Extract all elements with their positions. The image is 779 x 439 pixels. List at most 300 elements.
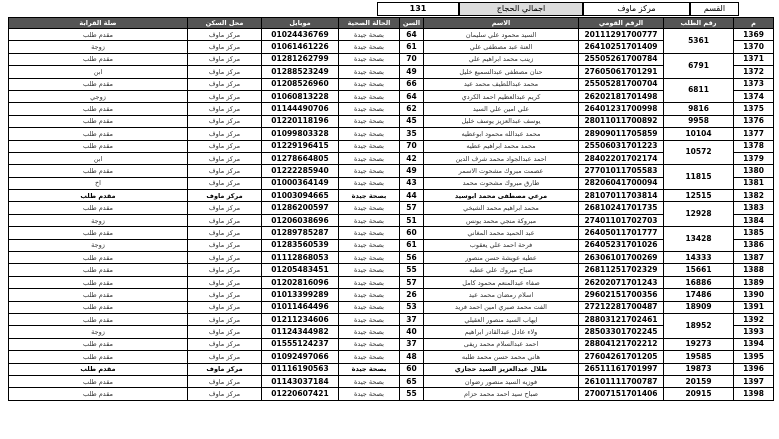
health-cell: بصحة جيدة [339,152,400,164]
index-cell: 1385 [734,227,774,239]
national-id-cell: 26811251702329 [579,264,664,276]
name-cell: العنة عبد مصطفى علي [424,41,579,53]
request-no-cell: 12515 [664,190,734,202]
mobile-cell: 01288523249 [262,66,339,78]
relation-cell: مقدم طلب [9,301,188,313]
col-header-age: السن [400,18,424,29]
name-cell: فرحة احمد علي يعقوب [424,239,579,251]
relation-cell: زوجة [9,326,188,338]
name-cell: مبروكة منجي محمد يونس [424,214,579,226]
national-id-cell: 25505281700704 [579,78,664,90]
national-id-cell: 27401101702703 [579,214,664,226]
mobile-cell: 01024436769 [262,29,339,41]
residence-cell: مركز ماوف [188,326,262,338]
relation-cell: مقدم طلب [9,289,188,301]
residence-cell: مركز ماوف [188,177,262,189]
national-id-cell: 26101111700787 [579,375,664,387]
table-row [9,165,774,177]
national-id-cell: 28803121702461 [579,313,664,325]
table-row [9,301,774,313]
national-id-cell: 28503301702245 [579,326,664,338]
age-cell: 49 [400,165,424,177]
mobile-cell: 01143037184 [262,375,339,387]
table-row [9,338,774,350]
residence-cell: مركز ماوف [188,363,262,375]
national-id-cell: 20111291700777 [579,29,664,41]
health-cell: بصحة جيدة [339,301,400,313]
age-cell: 61 [400,41,424,53]
national-id-cell: 27604261701205 [579,351,664,363]
index-cell: 1371 [734,53,774,65]
national-id-cell: 26410251701409 [579,41,664,53]
age-cell: 37 [400,313,424,325]
age-cell: 56 [400,252,424,264]
age-cell: 64 [400,29,424,41]
index-cell: 1376 [734,115,774,127]
table-row [9,363,774,375]
mobile-cell: 01144490706 [262,103,339,115]
health-cell: بصحة جيدة [339,252,400,264]
residence-cell: مركز ماوف [188,66,262,78]
request-no-cell: 11815 [664,165,734,190]
table-row [9,103,774,115]
age-cell: 70 [400,53,424,65]
residence-cell: مركز ماوف [188,165,262,177]
residence-cell: مركز ماوف [188,190,262,202]
relation-cell: مقدم طلب [9,363,188,375]
age-cell: 48 [400,351,424,363]
index-cell: 1393 [734,326,774,338]
index-cell: 1379 [734,152,774,164]
name-cell: احمد عبدالجواد محمد شرف الدين [424,152,579,164]
health-cell: بصحة جيدة [339,338,400,350]
age-cell: 43 [400,177,424,189]
index-cell: 1374 [734,90,774,102]
name-cell: عطيه عويشة حسن منصور [424,252,579,264]
national-id-cell: 27701011705583 [579,165,664,177]
relation-cell: ابن [9,152,188,164]
table-row [9,351,774,363]
residence-cell: مركز ماوف [188,29,262,41]
table-row [9,29,774,41]
age-cell: 53 [400,301,424,313]
name-cell: الفت محمد صبري امين احمد فريد [424,301,579,313]
mobile-cell: 01116190563 [262,363,339,375]
health-cell: بصحة جيدة [339,90,400,102]
request-no-cell: 10104 [664,128,734,140]
age-cell: 60 [400,363,424,375]
table-row [9,239,774,251]
relation-cell: مقدم طلب [9,103,188,115]
name-cell: علي امين علي السيد [424,103,579,115]
request-no-cell: 9816 [664,103,734,115]
residence-cell: مركز ماوف [188,152,262,164]
health-cell: بصحة جيدة [339,239,400,251]
residence-cell: مركز ماوف [188,128,262,140]
health-cell: بصحة جيدة [339,214,400,226]
national-id-cell: 26511161701997 [579,363,664,375]
index-cell: 1381 [734,177,774,189]
index-cell: 1378 [734,140,774,152]
name-cell: صباح مبروك علي عطيه [424,264,579,276]
index-cell: 1397 [734,375,774,387]
name-cell: احمد عبدالسلام محمد ريفى [424,338,579,350]
request-no-cell: 15661 [664,264,734,276]
residence-cell: مركز ماوف [188,388,262,400]
relation-cell: مقدم طلب [9,128,188,140]
age-cell: 70 [400,140,424,152]
age-cell: 49 [400,66,424,78]
residence-cell: مركز ماوف [188,41,262,53]
name-cell: عبد الحميد محمد المغاني [424,227,579,239]
health-cell: بصحة جيدة [339,313,400,325]
age-cell: 51 [400,214,424,226]
request-no-cell: 17486 [664,289,734,301]
request-no-cell: 13428 [664,227,734,252]
mobile-cell: 01220607421 [262,388,339,400]
table-row [9,313,774,325]
relation-cell: مقدم طلب [9,351,188,363]
request-no-cell: 19873 [664,363,734,375]
index-cell: 1394 [734,338,774,350]
table-row [9,289,774,301]
mobile-cell: 01211234606 [262,313,339,325]
relation-cell: مقدم طلب [9,53,188,65]
table-row [9,152,774,164]
mobile-cell: 01208526960 [262,78,339,90]
national-id-cell: 28107011703814 [579,190,664,202]
national-id-cell: 26810241701735 [579,202,664,214]
mobile-cell: 01206038696 [262,214,339,226]
residence-cell: مركز ماوف [188,214,262,226]
col-header-index: م [734,18,774,29]
name-cell: عصمت مبروك مشحوت الاسمر [424,165,579,177]
name-cell: هاني محمد حسن محمد طلبه [424,351,579,363]
health-cell: بصحة جيدة [339,128,400,140]
index-cell: 1395 [734,351,774,363]
request-no-cell: 14333 [664,252,734,264]
index-cell: 1383 [734,202,774,214]
residence-cell: مركز ماوف [188,252,262,264]
name-cell: مرعي مصطفى محمد ابوسيد [424,190,579,202]
mobile-cell: 01061461226 [262,41,339,53]
mobile-cell: 01000364149 [262,177,339,189]
residence-cell: مركز ماوف [188,227,262,239]
health-cell: بصحة جيدة [339,227,400,239]
national-id-cell: 28206041700094 [579,177,664,189]
health-cell: بصحة جيدة [339,103,400,115]
index-cell: 1398 [734,388,774,400]
relation-cell: زوجة [9,41,188,53]
mobile-cell: 01283560539 [262,239,339,251]
residence-cell: مركز ماوف [188,313,262,325]
residence-cell: مركز ماوف [188,375,262,387]
age-cell: 44 [400,190,424,202]
national-id-cell: 25505261700784 [579,53,664,65]
name-cell: صباح سيد احمد محمد حزام [424,388,579,400]
mobile-cell: 01011464496 [262,301,339,313]
name-cell: ايهاب السيد منصور العقيلي [424,313,579,325]
index-cell: 1396 [734,363,774,375]
index-cell: 1377 [734,128,774,140]
mobile-cell: 01112868053 [262,252,339,264]
mobile-cell: 01003094665 [262,190,339,202]
national-id-cell: 28909011705859 [579,128,664,140]
table-row [9,326,774,338]
table-row [9,177,774,189]
health-cell: بصحة جيدة [339,140,400,152]
relation-cell: زوجي [9,90,188,102]
age-cell: 61 [400,239,424,251]
relation-cell: مقدم طلب [9,252,188,264]
table-row [9,115,774,127]
residence-cell: مركز ماوف [188,103,262,115]
relation-cell: مقدم طلب [9,276,188,288]
name-cell: محمد محمد ابراهيم عطيه [424,140,579,152]
table-row [9,78,774,90]
index-cell: 1392 [734,313,774,325]
relation-cell: مقدم طلب [9,165,188,177]
age-cell: 65 [400,375,424,387]
health-cell: بصحة جيدة [339,78,400,90]
mobile-cell: 01281262799 [262,53,339,65]
total-pilgrims-label: اجمالي الحجاج [459,2,583,16]
col-header-request-no: رقم الطلب [664,18,734,29]
table-row [9,214,774,226]
residence-cell: مركز ماوف [188,351,262,363]
index-cell: 1386 [734,239,774,251]
table-row [9,276,774,288]
age-cell: 26 [400,289,424,301]
relation-cell: مقدم طلب [9,190,188,202]
national-id-cell: 28011011700892 [579,115,664,127]
request-no-cell: 10572 [664,140,734,165]
col-header-health: الحالة الصحية [339,18,400,29]
table-row [9,375,774,387]
name-cell: صفاء عبدالمنعم محمود كامل [424,276,579,288]
residence-cell: مركز ماوف [188,276,262,288]
relation-cell: مقدم طلب [9,78,188,90]
age-cell: 40 [400,326,424,338]
name-cell: يوسف عبدالعزيز يوسف خليل [424,115,579,127]
index-cell: 1375 [734,103,774,115]
mobile-cell: 01205483451 [262,264,339,276]
col-header-relation: صلة القرابة [9,18,188,29]
mobile-cell: 01289785287 [262,227,339,239]
table-row [9,66,774,78]
residence-cell: مركز ماوف [188,289,262,301]
name-cell: ولاء عادل عبدالقادر ابراهيم [424,326,579,338]
name-cell: حنان مصطفى عبدالسميع خليل [424,66,579,78]
age-cell: 60 [400,227,424,239]
mobile-cell: 01220118196 [262,115,339,127]
index-cell: 1380 [734,165,774,177]
request-no-cell: 6811 [664,78,734,103]
health-cell: بصحة جيدة [339,115,400,127]
health-cell: بصحة جيدة [339,165,400,177]
name-cell: طلال عبدالعزيز السيد حجازي [424,363,579,375]
health-cell: بصحة جيدة [339,202,400,214]
health-cell: بصحة جيدة [339,264,400,276]
mobile-cell: 01124344982 [262,326,339,338]
mobile-cell: 01229196415 [262,140,339,152]
request-no-cell: 19273 [664,338,734,350]
name-cell: محمد عبدالله محمود ابوعطيه [424,128,579,140]
residence-cell: مركز ماوف [188,239,262,251]
request-no-cell: 20915 [664,388,734,400]
mobile-cell: 01202816096 [262,276,339,288]
col-header-residence: محل السكن [188,18,262,29]
age-cell: 37 [400,338,424,350]
relation-cell: مقدم طلب [9,388,188,400]
health-cell: بصحة جيدة [339,388,400,400]
age-cell: 57 [400,202,424,214]
relation-cell: ابن [9,66,188,78]
residence-cell: مركز ماوف [188,115,262,127]
health-cell: بصحة جيدة [339,276,400,288]
col-header-name: الاسم [424,18,579,29]
mobile-cell: 01092497066 [262,351,339,363]
pilgrims-table [8,17,774,401]
table-row [9,264,774,276]
request-no-cell: 5361 [664,29,734,54]
age-cell: 57 [400,276,424,288]
age-cell: 55 [400,264,424,276]
request-no-cell: 6791 [664,53,734,78]
residence-cell: مركز ماوف [188,78,262,90]
health-cell: بصحة جيدة [339,41,400,53]
request-no-cell: 19585 [664,351,734,363]
index-cell: 1388 [734,264,774,276]
national-id-cell: 26202071701243 [579,276,664,288]
table-row [9,128,774,140]
national-id-cell: 25506031701223 [579,140,664,152]
request-no-cell: 20159 [664,375,734,387]
health-cell: بصحة جيدة [339,351,400,363]
health-cell: بصحة جيدة [339,375,400,387]
table-row [9,140,774,152]
residence-cell: مركز ماوف [188,301,262,313]
total-pilgrims-value: 131 [377,2,459,16]
health-cell: بصحة جيدة [339,177,400,189]
national-id-cell: 26401231700998 [579,103,664,115]
index-cell: 1390 [734,289,774,301]
index-cell: 1391 [734,301,774,313]
national-id-cell: 27212281700487 [579,301,664,313]
relation-cell: مقدم طلب [9,29,188,41]
relation-cell: مقدم طلب [9,140,188,152]
age-cell: 55 [400,388,424,400]
index-cell: 1387 [734,252,774,264]
national-id-cell: 27007151701406 [579,388,664,400]
index-cell: 1389 [734,276,774,288]
request-no-cell: 18909 [664,301,734,313]
center-name-cell: مركز ماوف [583,2,690,16]
residence-cell: مركز ماوف [188,53,262,65]
index-cell: 1384 [734,214,774,226]
name-cell: طارق مبروك مشحوت محمد [424,177,579,189]
table-row [9,202,774,214]
index-cell: 1373 [734,78,774,90]
request-no-cell: 9958 [664,115,734,127]
mobile-cell: 01555124237 [262,338,339,350]
age-cell: 45 [400,115,424,127]
col-header-national-id: الرقم القومي [579,18,664,29]
relation-cell: مقدم طلب [9,338,188,350]
health-cell: بصحة جيدة [339,363,400,375]
table-row [9,388,774,400]
relation-cell: مقدم طلب [9,227,188,239]
residence-cell: مركز ماوف [188,202,262,214]
index-cell: 1370 [734,41,774,53]
index-cell: 1382 [734,190,774,202]
relation-cell: مقدم طلب [9,313,188,325]
relation-cell: زوجة [9,239,188,251]
index-cell: 1372 [734,66,774,78]
relation-cell: مقدم طلب [9,202,188,214]
name-cell: السيد محمود علي سليمان [424,29,579,41]
name-cell: كريم عبدالعظيم احمد الكردي [424,90,579,102]
table-row [9,252,774,264]
relation-cell: زوجة [9,214,188,226]
residence-cell: مركز ماوف [188,140,262,152]
relation-cell: مقدم طلب [9,115,188,127]
age-cell: 35 [400,128,424,140]
table-row [9,41,774,53]
health-cell: بصحة جيدة [339,190,400,202]
national-id-cell: 29602151700356 [579,289,664,301]
table-row [9,190,774,202]
mobile-cell: 01222285940 [262,165,339,177]
request-no-cell: 12928 [664,202,734,227]
name-cell: زينب محمد ابراهيم علي [424,53,579,65]
mobile-cell: 01278664805 [262,152,339,164]
relation-cell: مقدم طلب [9,375,188,387]
national-id-cell: 28402201702174 [579,152,664,164]
col-header-mobile: موبايل [262,18,339,29]
mobile-cell: 01013399289 [262,289,339,301]
health-cell: بصحة جيدة [339,289,400,301]
name-cell: محمد ابراهيم محمد الشيخي [424,202,579,214]
residence-cell: مركز ماوف [188,338,262,350]
age-cell: 62 [400,103,424,115]
national-id-cell: 26306101700269 [579,252,664,264]
relation-cell: مقدم طلب [9,264,188,276]
health-cell: بصحة جيدة [339,66,400,78]
table-header-row [9,18,774,29]
table-row [9,90,774,102]
mobile-cell: 01060813228 [262,90,339,102]
table-row [9,53,774,65]
residence-cell: مركز ماوف [188,264,262,276]
name-cell: محمد عبداللطيف محمد عيد [424,78,579,90]
name-cell: اسلام رمضان محمد عيد [424,289,579,301]
national-id-cell: 28804121702212 [579,338,664,350]
section-label-cell: القسم [690,2,739,16]
request-no-cell: 16886 [664,276,734,288]
age-cell: 64 [400,90,424,102]
health-cell: بصحة جيدة [339,53,400,65]
national-id-cell: 26405011701777 [579,227,664,239]
national-id-cell: 27605061701291 [579,66,664,78]
age-cell: 66 [400,78,424,90]
age-cell: 42 [400,152,424,164]
health-cell: بصحة جيدة [339,326,400,338]
index-cell: 1369 [734,29,774,41]
national-id-cell: 26202181701498 [579,90,664,102]
residence-cell: مركز ماوف [188,90,262,102]
table-row [9,227,774,239]
